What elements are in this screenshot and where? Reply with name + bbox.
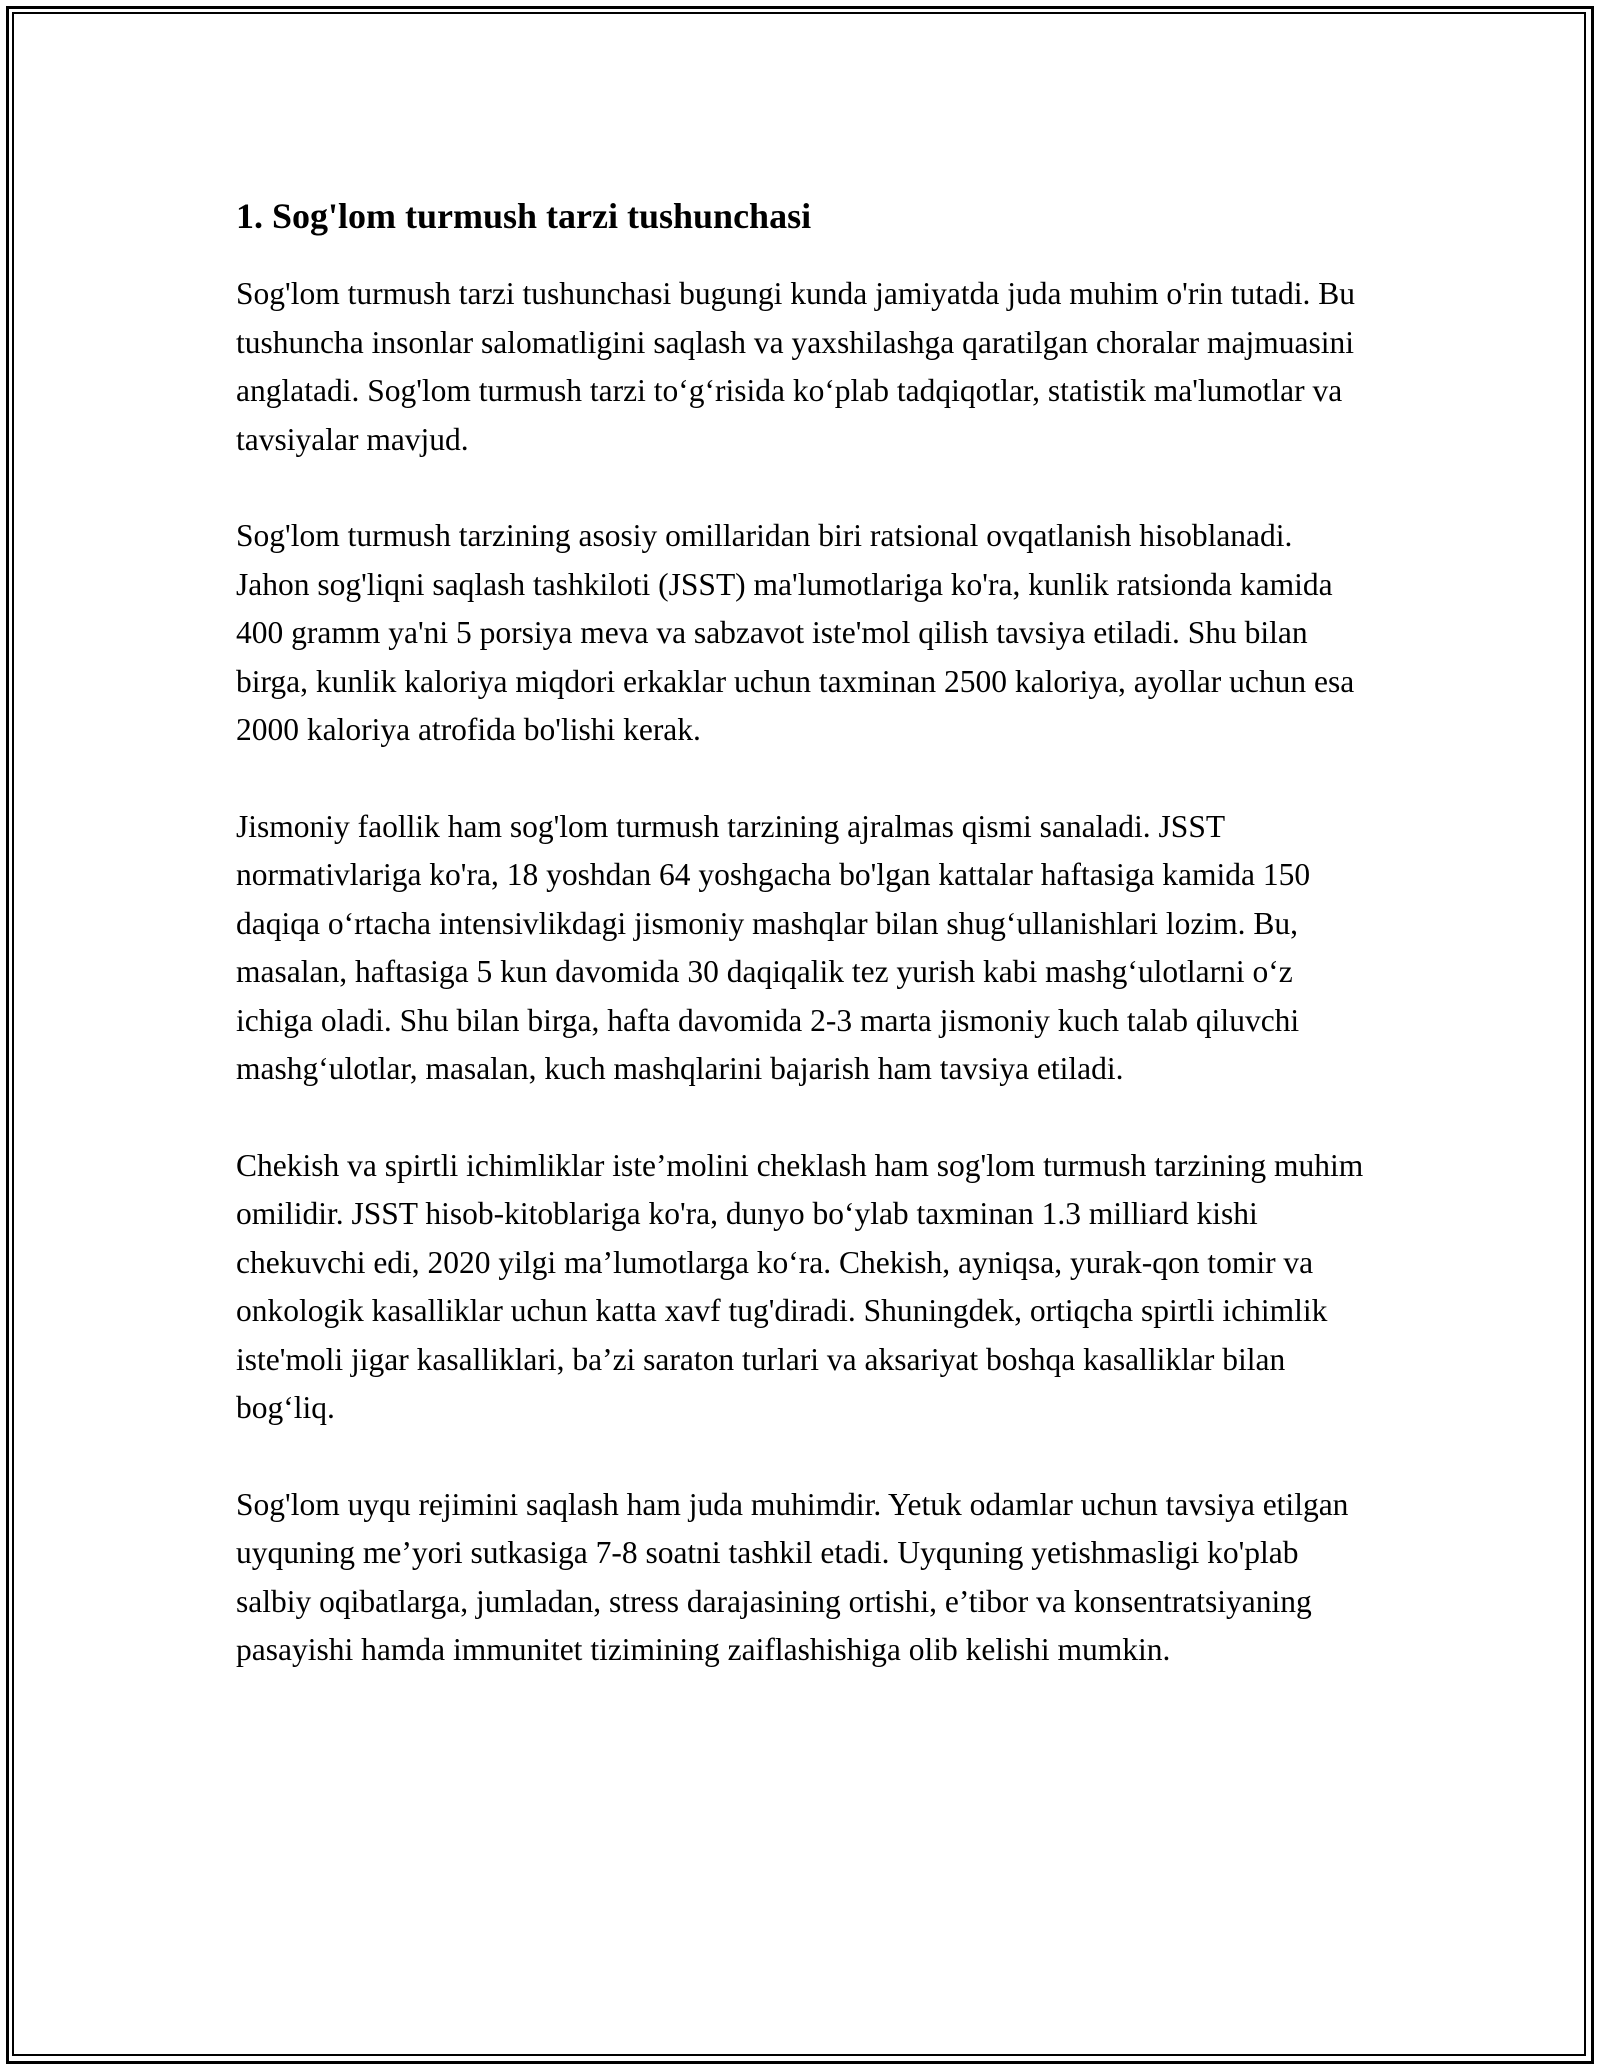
- section-heading: 1. Sog'lom turmush tarzi tushunchasi: [236, 196, 812, 236]
- paragraph-sleep: Sog'lom uyqu rejimini saqlash ham juda muhimdir. Yetuk odamlar uchun tavsiya etilgan uyquning me’yori sutkasiga 7-8 soatni tashkil etadi. Uyquning yetishmasligi ko'plab salbiy oqibatlarga, jumladan, stress darajasining ortishi, e’tibor va konsentratsiyaning pasayishi hamda immunitet tizimining zaiflashishiga olib kelishi mumkin.: [236, 1486, 1349, 1667]
- document-body: [236, 188, 1366, 1723]
- paragraph-smoking-alcohol: Chekish va spirtli ichimliklar iste’molini cheklash ham sog'lom turmush tarzining muhim omilidir. JSST hisob-kitoblariga ko'ra, dunyo bo‘ylab taxminan 1.3 milliard kishi chekuvchi edi, 2020 yilgi ma’lumotlarga ko‘ra. Chekish, ayniqsa, yurak-qon tomir va onkologik kasalliklar uchun katta xavf tug'diradi. Shuningdek, ortiqcha spirtli ichimlik iste'moli jigar kasalliklari, ba’zi saraton turlari va aksariyat boshqa kasalliklar bilan bog‘liq.: [236, 1147, 1364, 1425]
- paragraph-concept: Sog'lom turmush tarzi tushunchasi bugungi kunda jamiyatda juda muhim o'rin tutadi. Bu tushuncha insonlar salomatligini saqlash va yaxshilashga qaratilgan choralar majmuasini anglatadi. Sog'lom turmush tarzi to‘g‘risida ko‘plab tadqiqotlar, statistik ma'lumotlar va tavsiyalar mavjud.: [236, 276, 1355, 457]
- paragraph-nutrition: Sog'lom turmush tarzining asosiy omillaridan biri ratsional ovqatlanish hisoblanadi. Jahon sog'liqni saqlash tashkiloti (JSST) ma'lumotlariga ko'ra, kunlik ratsionda kamida 400 gramm ya'ni 5 porsiya meva va sabzavot iste'mol qilish tavsiya etiladi. Shu bilan birga, kunlik kaloriya miqdori erkaklar uchun taxminan 2500 kaloriya, ayollar uchun esa 2000 kaloriya atrofida bo'lishi kerak.: [236, 518, 1355, 747]
- paragraph-physical-activity: Jismoniy faollik ham sog'lom turmush tarzining ajralmas qismi sanaladi. JSST normativlariga ko'ra, 18 yoshdan 64 yoshgacha bo'lgan kattalar haftasiga kamida 150 daqiqa o‘rtacha intensivlikdagi jismoniy mashqlar bilan shug‘ullanishlari lozim. Bu, masalan, haftasiga 5 kun davomida 30 daqiqalik tez yurish kabi mashg‘ulotlarni o‘z ichiga oladi. Shu bilan birga, hafta davomida 2-3 marta jismoniy kuch talab qiluvchi mashg‘ulotlar, masalan, kuch mashqlarini bajarish ham tavsiya etiladi.: [236, 808, 1311, 1086]
